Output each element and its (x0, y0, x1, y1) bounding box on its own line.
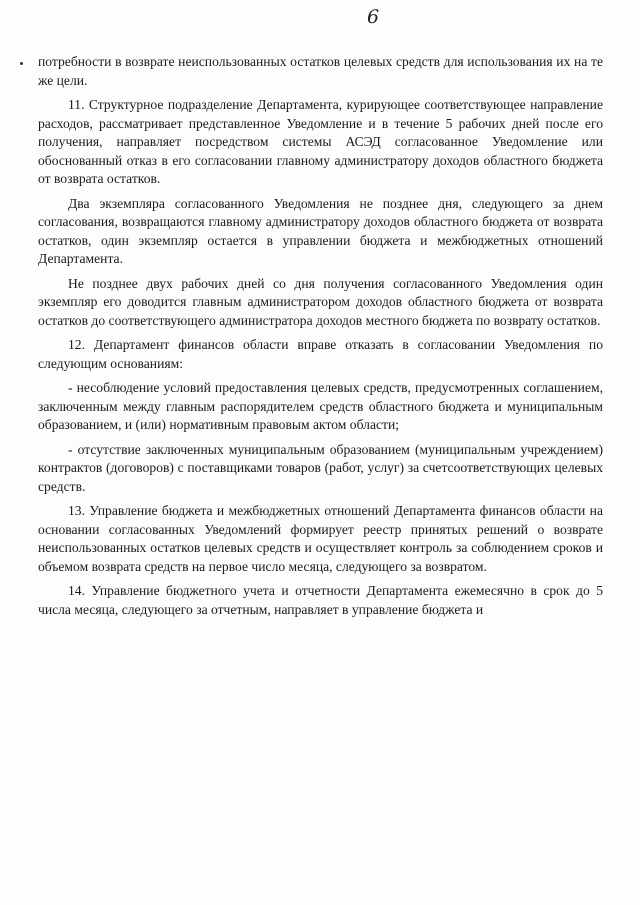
paragraph-item-13: 13. Управление бюджета и межбюджетных отношений Департамента финансов области на основании согласованных Уведомлений формирует реестр принятых решений о возврате неиспользованных остатков целевых средств и осуществляет контроль за соблюдением сроков и объемом возврата средств на первое число месяца, следующего за возвратом. (38, 503, 603, 574)
paragraph-item-14: 14. Управление бюджетного учета и отчетности Департамента ежемесячно в срок до 5 числа месяца, следующего за отчетным, направляет в управление бюджета и (38, 583, 603, 617)
paragraph-item-11: 11. Структурное подразделение Департамента, курирующее соответствующее направление расходов, рассматривает представленное Уведомление и в течение 5 рабочих дней после его получения, направляет посредством системы АСЭД согласованное Уведомление или обоснованный отказ в его согласовании главному администратору доходов областного бюджета от возврата остатков. (38, 97, 603, 186)
paragraph-continuation: потребности в возврате неиспользованных остатков целевых средств для использования их на те же цели. (38, 54, 603, 88)
document-body (38, 53, 603, 625)
page-number: 6 (367, 6, 380, 28)
paragraph-two-copies: Два экземпляра согласованного Уведомления не позднее дня, следующего за днем согласования, возвращаются главному администратору доходов областного бюджета от возврата остатков, один экземпляр остается в управлении бюджета и межбюджетных отношений Департамента. (38, 195, 603, 266)
paragraph-reason-1: - несоблюдение условий предоставления целевых средств, предусмотренных соглашением, заключенным между главным распорядителем средств областного бюджета и муниципальным образованием, и (или) нормативным правовым актом области; (38, 380, 603, 432)
paragraph-item-12: 12. Департамент финансов области вправе отказать в согласовании Уведомления по следующим основаниям: (38, 337, 603, 371)
margin-mark (20, 62, 23, 65)
paragraph-reason-2: - отсутствие заключенных муниципальным образованием (муниципальным учреждением) контрактов (договоров) с поставщиками товаров (работ, услуг) за счетсоответствующих целевых средств. (38, 441, 603, 494)
paragraph-two-days: Не позднее двух рабочих дней со дня получения согласованного Уведомления один экземпляр его доводится главным администратором доходов областного бюджета от возврата остатков до соответствующего администратора доходов местного бюджета по возврату остатков. (38, 275, 603, 328)
